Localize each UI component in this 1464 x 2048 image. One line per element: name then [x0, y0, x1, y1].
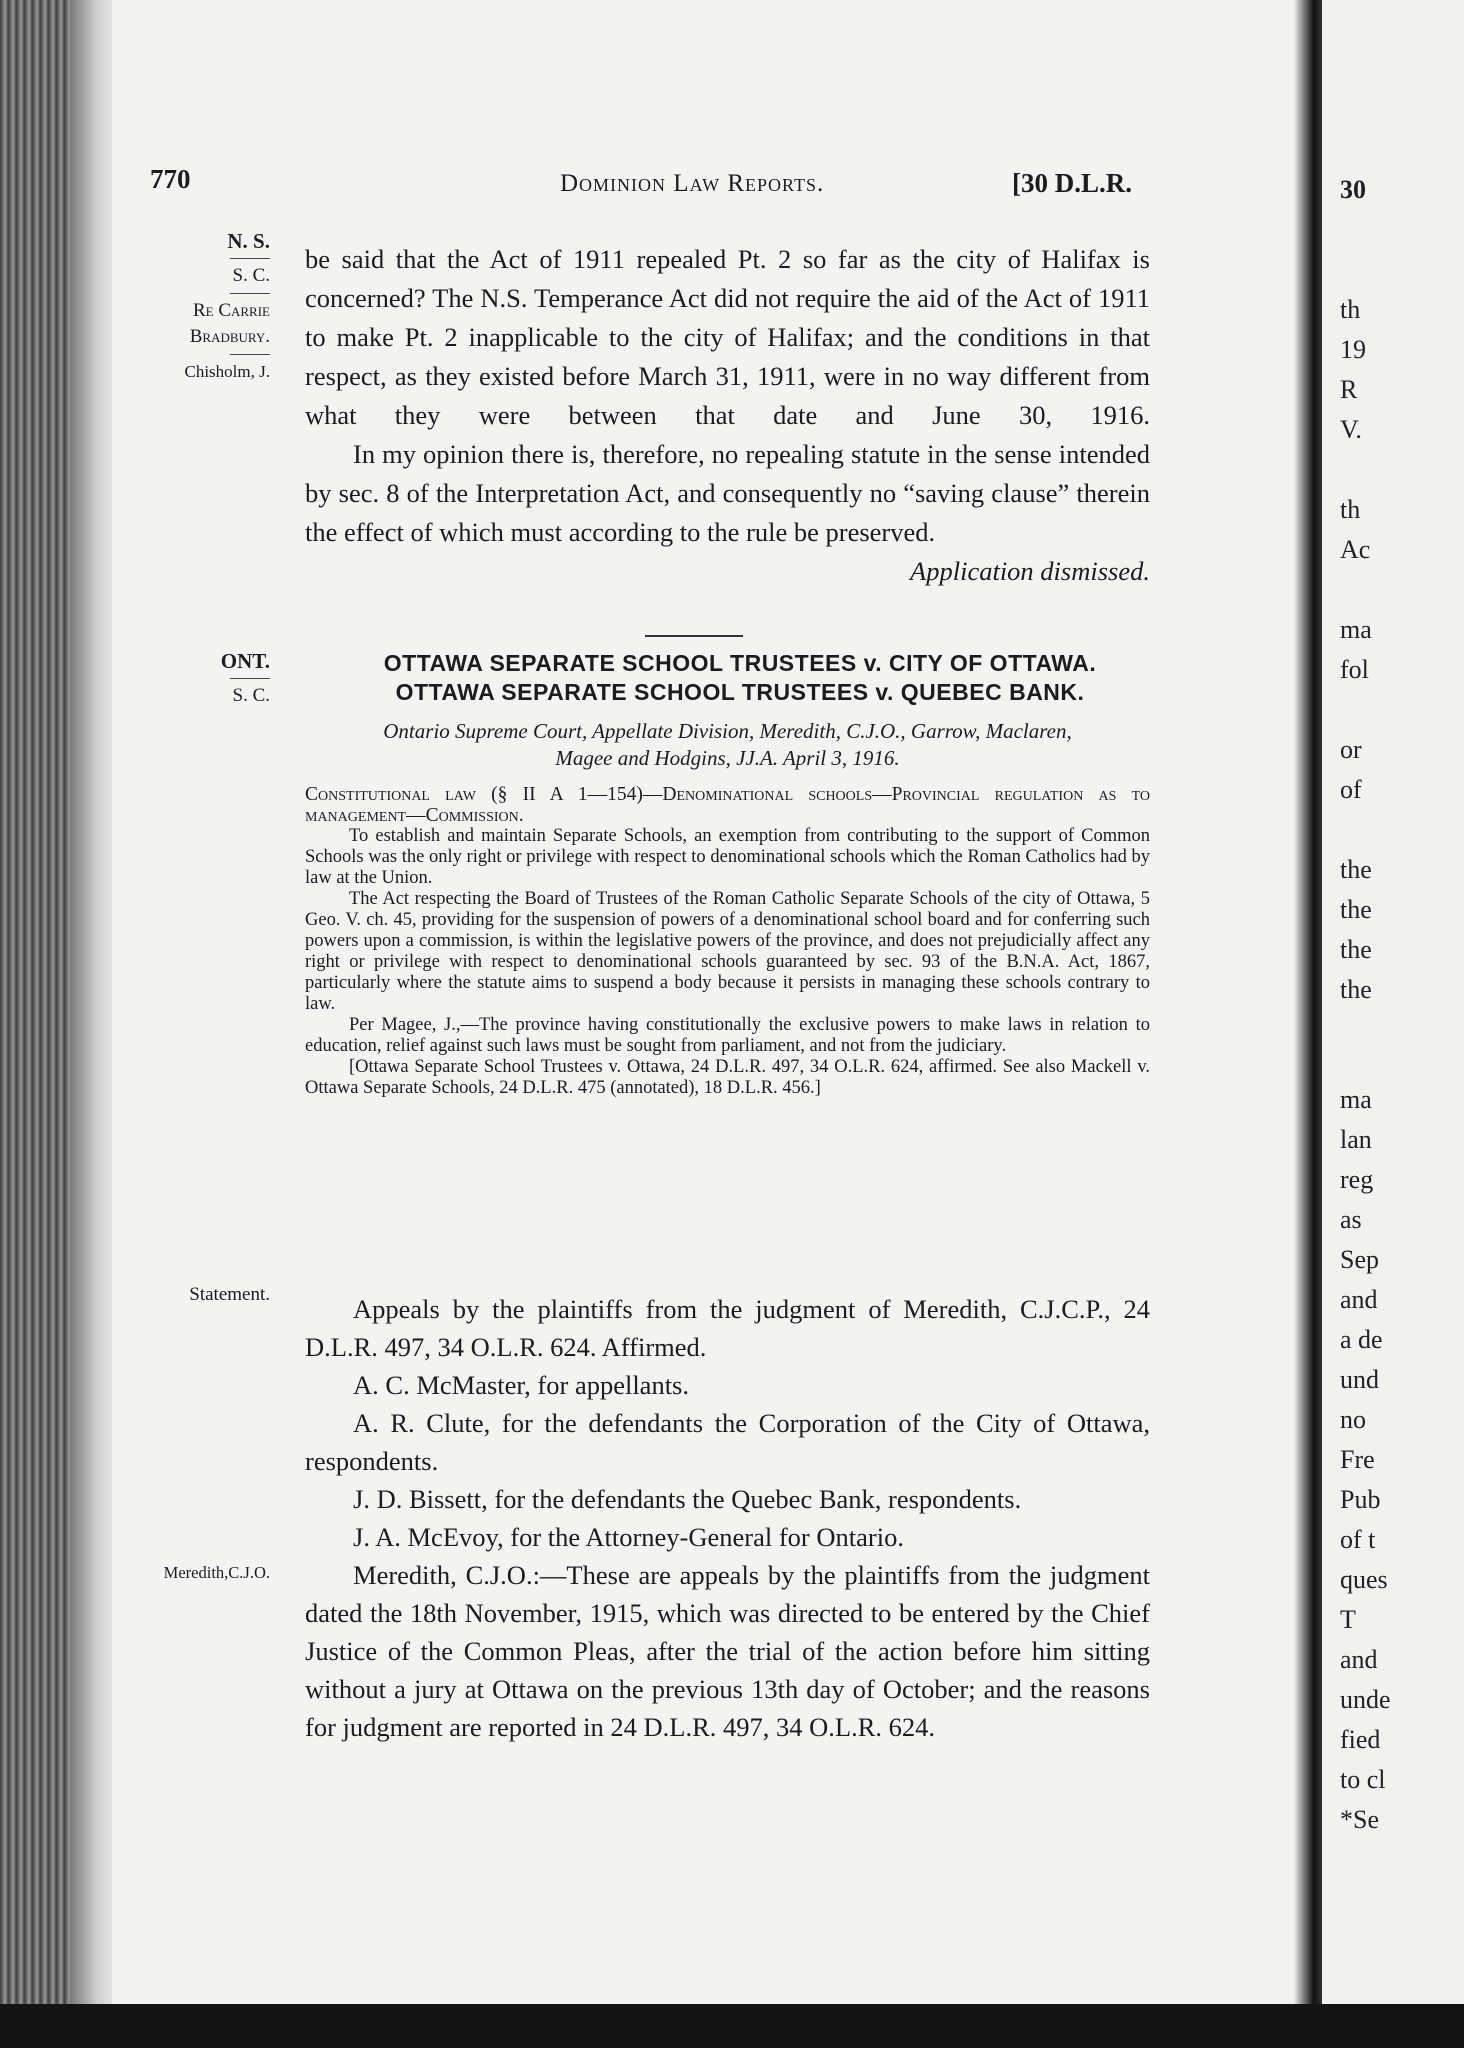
facing-fragment: to cl — [1340, 1765, 1386, 1794]
case-title-1: OTTAWA SEPARATE SCHOOL TRUSTEES v. CITY OF OTTAWA. — [383, 650, 1097, 676]
facing-fragment: Sep — [1340, 1245, 1379, 1274]
facing-fragment: lan — [1340, 1125, 1372, 1154]
facing-fragment: of t — [1340, 1525, 1376, 1554]
margin-jurisdiction-ns: N. S. S. C. Re Carrie Bradbury. Chisholm, J. — [130, 228, 270, 385]
disposition: Application dismissed. — [910, 556, 1150, 586]
facing-fragment: and — [1340, 1645, 1378, 1674]
volume-reference: [30 D.L.R. — [1012, 168, 1132, 198]
facing-fragment: reg — [1340, 1165, 1374, 1194]
statement-paragraph: Appeals by the plaintiffs from the judgment of Meredith, C.J.C.P., 24 D.L.R. 497, 34 O.L.R. 624. Affirmed. — [305, 1294, 1150, 1362]
facing-fragment: no — [1340, 1405, 1366, 1434]
opening-paragraph-2: In my opinion there is, therefore, no repealing statute in the sense intended by sec. 8 of the Interpretation Act, and consequently no “saving clause” therein the effect of which must according to the rule be preserved. Application dismissed. — [305, 435, 1150, 552]
facing-fragment: ma — [1340, 615, 1372, 644]
book-gutter — [1294, 0, 1322, 2048]
headnote-paragraph-2: The Act respecting the Board of Trustees of the Roman Catholic Separate Schools of the city of Ottawa, 5 Geo. V. ch. 45, providing for the suspension of powers of a denominational school board and for conferring such powers upon a commission, is within the legislative powers of the province, and does not prejudicially affect any right or privilege with respect to denominational schools guaranteed by sec. 93 of the B.N.A. Act, 1867, particularly where the statute aims to suspend a body because it persists in managing these schools contrary to law. — [305, 889, 1150, 1014]
facing-fragment: Pub — [1340, 1485, 1381, 1514]
facing-fragment: 19 — [1340, 335, 1366, 364]
facing-fragment: unde — [1340, 1685, 1391, 1714]
running-title: Dominion Law Reports. — [560, 170, 825, 197]
opening-paragraph-1: be said that the Act of 1911 repealed Pt. 2 so far as the city of Halifax is concerned? The N.S. Temperance Act did not require the aid of the Act of 1911 to make Pt. 2 inapplicable to the city of Halifax; and the conditions in that respect, as they existed before March 31, 1911, were in no way different from what they were between that date and June 30, 1916. — [305, 244, 1150, 430]
facing-fragment: the — [1340, 895, 1372, 924]
facing-fragment: R — [1340, 375, 1358, 404]
facing-fragment: th — [1340, 495, 1361, 524]
facing-fragment: the — [1340, 975, 1372, 1004]
facing-fragment: a de — [1340, 1325, 1383, 1354]
facing-fragment: Fre — [1340, 1445, 1375, 1474]
margin-judge: Chisholm, J. — [184, 362, 270, 381]
book-edge — [0, 0, 70, 2048]
facing-fragment: *Se — [1340, 1805, 1379, 1834]
statement-section — [305, 1290, 1150, 1746]
counsel-attorney-general: J. A. McEvoy, for the Attorney-General for Ontario. — [353, 1522, 904, 1552]
margin-jurisdiction-ont: ONT. S. C. — [220, 649, 270, 706]
facing-fragment: T — [1340, 1605, 1356, 1634]
facing-page — [1322, 0, 1464, 2004]
facing-fragment: ma — [1340, 1085, 1372, 1114]
section-divider — [645, 635, 743, 637]
facing-fragment: ques — [1340, 1565, 1388, 1594]
facing-fragment: Ac — [1340, 535, 1371, 564]
book-edge-shadow — [70, 0, 115, 2048]
facing-fragment: V. — [1340, 415, 1362, 444]
headnote-topic: Constitutional law (§ II A 1—154)—Denominational schools—Provincial regulation as to management—Commission. — [305, 784, 1150, 826]
margin-meredith: Meredith,C.J.O. — [163, 1563, 270, 1582]
headnote-paragraph-1: To establish and maintain Separate Schools, an exemption from contributing to the support of Common Schools was the only right or privilege with respect to denominational schools which the Roman Catholics had by law at the Union. — [305, 826, 1150, 888]
headnote-paragraph-3: Per Magee, J.,—The province having constitutionally the exclusive powers to make laws in relation to education, relief against such laws must be sought from parliament, and not from the judiciary. — [305, 1015, 1150, 1056]
court-line: Ontario Supreme Court, Appellate Division, Meredith, C.J.O., Garrow, Maclaren, Magee and Hodgins, JJ.A. April 3, 1916. — [383, 719, 1072, 770]
facing-fragment: fol — [1340, 655, 1369, 684]
page-number: 770 — [150, 164, 191, 194]
facing-fragment: und — [1340, 1365, 1379, 1394]
facing-fragment: the — [1340, 855, 1372, 884]
margin-statement: Statement. — [189, 1284, 270, 1305]
margin-case-ref: Re Carrie — [192, 300, 270, 321]
opening-text — [305, 240, 1150, 591]
headnote — [305, 784, 1150, 1099]
facing-fragment: 30 — [1340, 175, 1366, 204]
judgment-paragraph: Meredith, C.J.O.:—These are appeals by the plaintiffs from the judgment dated the 18th November, 1915, which was directed to be entered by the Chief Justice of the Common Pleas, after the trial of the action before him sitting without a jury at Ottawa on the previous 13th day of October; and the reasons for judgment are reported in 24 D.L.R. 497, 34 O.L.R. 624. — [305, 1560, 1150, 1742]
case-title-2: OTTAWA SEPARATE SCHOOL TRUSTEES v. QUEBEC BANK. — [395, 679, 1085, 705]
counsel-appellants: A. C. McMaster, for appellants. — [353, 1370, 689, 1400]
facing-fragment: or — [1340, 735, 1362, 764]
headnote-citation: [Ottawa Separate School Trustees v. Ottawa, 24 D.L.R. 497, 34 O.L.R. 624, affirmed. See also Mackell v. Ottawa Separate Schools, 24 D.L.R. 475 (annotated), 18 D.L.R. 456.] — [305, 1057, 1150, 1098]
facing-fragment: as — [1340, 1205, 1362, 1234]
facing-fragment: of — [1340, 775, 1362, 804]
facing-fragment: fied — [1340, 1725, 1381, 1754]
facing-fragment: and — [1340, 1285, 1378, 1314]
facing-fragment: the — [1340, 935, 1372, 964]
counsel-city: A. R. Clute, for the defendants the Corporation of the City of Ottawa, respondents. — [305, 1408, 1150, 1476]
counsel-bank: J. D. Bissett, for the defendants the Quebec Bank, respondents. — [353, 1484, 1022, 1514]
bottom-shadow — [0, 2004, 1464, 2048]
facing-fragment: th — [1340, 295, 1361, 324]
